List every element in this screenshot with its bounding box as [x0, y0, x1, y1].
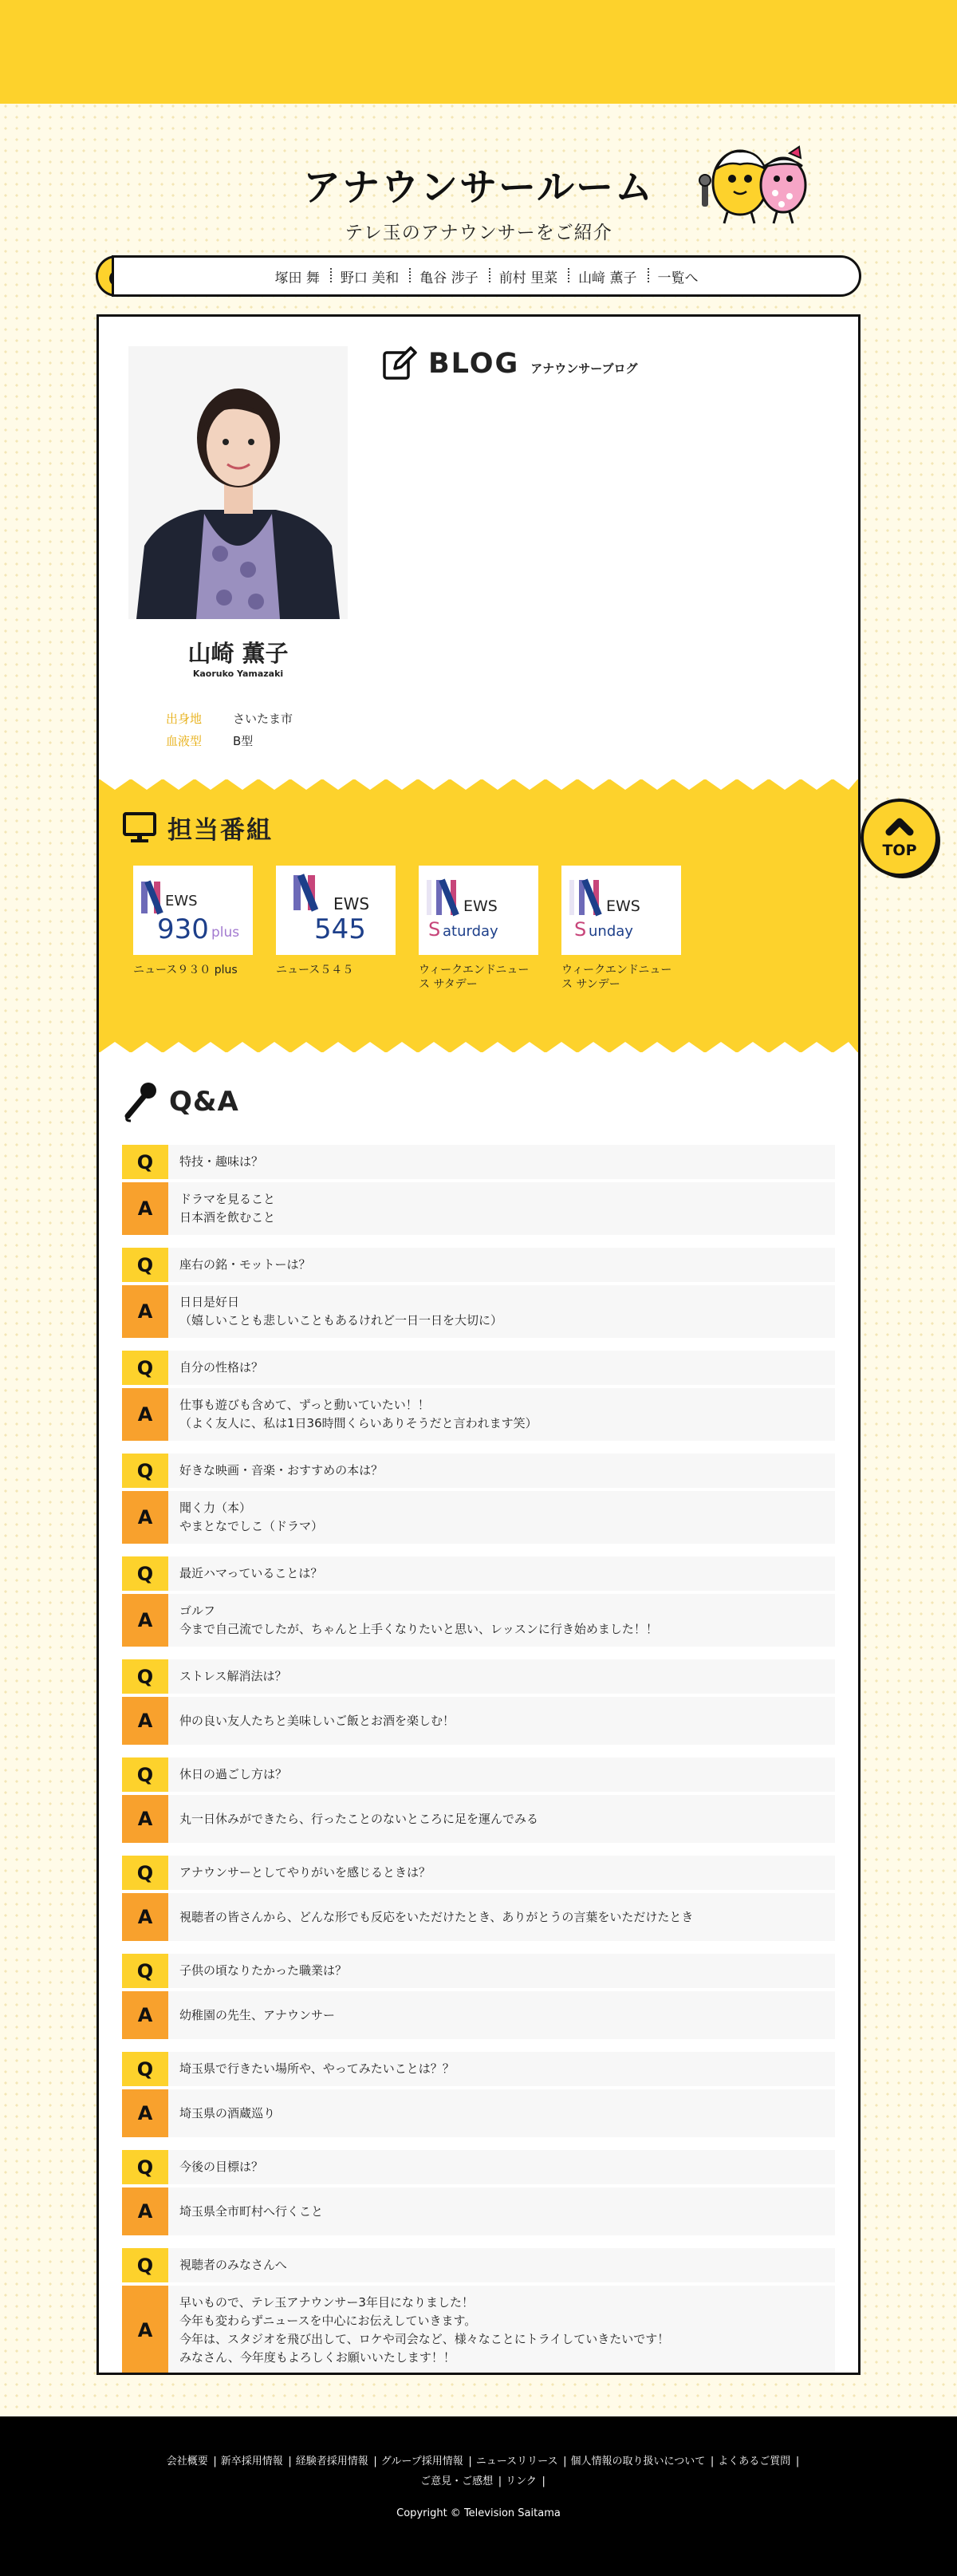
blood-type-row: [166, 730, 293, 752]
question-mark: Q: [122, 1659, 168, 1694]
answer-line: 仲の良い友人たちと美味しいご飯とお酒を楽しむ！: [179, 1713, 455, 1728]
qa-list: [122, 1145, 835, 2375]
blog-subtitle: アナウンサーブログ: [530, 361, 638, 376]
qa-item: [122, 1659, 835, 1745]
logo-initial: S: [428, 918, 441, 941]
answer-row: [122, 1795, 835, 1843]
question-text: 今後の目標は？: [179, 2160, 264, 2174]
answer-row: [122, 2187, 835, 2235]
logo-initial: S: [574, 918, 587, 941]
qa-item: [122, 1351, 835, 1441]
question-row: [122, 1659, 835, 1694]
answer-line: ゴルフ: [179, 1604, 216, 1618]
question-row: [122, 1757, 835, 1792]
qa-section: [99, 1052, 858, 2375]
footer-links: [120, 2452, 837, 2491]
qa-item: [122, 1757, 835, 1843]
footer-link[interactable]: 会社概要 |: [160, 2452, 215, 2471]
question-mark: Q: [122, 1954, 168, 1988]
answer-line: やまとなでしこ（ドラマ）: [179, 1519, 324, 1533]
birthplace-label: 出身地: [166, 712, 203, 726]
answer-text: [168, 1594, 669, 1647]
logo-text: EWS: [606, 897, 640, 915]
logo-day: aturday: [443, 923, 498, 940]
announcer-name: 山崎 薫子: [187, 640, 289, 667]
question-mark: Q: [122, 1145, 168, 1179]
footer-link[interactable]: 個人情報の取り扱いについて |: [564, 2452, 711, 2471]
answer-row: [122, 1697, 835, 1745]
blood-type-label: 血液型: [166, 734, 203, 748]
pencil-edit-icon: [382, 346, 417, 381]
logo-text: EWS: [165, 893, 198, 909]
question-mark: Q: [122, 2248, 168, 2282]
question-row: [122, 2052, 835, 2086]
qa-item: [122, 1145, 835, 1235]
top-label: TOP: [882, 842, 917, 859]
answer-line: 今まで自己流でしたが、ちゃんと上手くなりたいと思い、レッスンに行き始めました！！: [179, 1622, 658, 1636]
question-mark: Q: [122, 1757, 168, 1792]
qa-item: [122, 1856, 835, 1941]
programs-section: [99, 779, 858, 1052]
question-row: [122, 1954, 835, 1988]
zigzag-top: [99, 779, 858, 790]
qa-item: [122, 1954, 835, 2039]
site-footer: [0, 2416, 957, 2576]
answer-line: （嬉しいことも悲しいこともあるけれど一日一日を大切に）: [179, 1313, 503, 1327]
question-row: [122, 1454, 835, 1488]
qa-title: Q&A: [169, 1086, 239, 1118]
nav-item-maemura[interactable]: 前村 里菜: [489, 266, 568, 286]
answer-text: [168, 1900, 704, 1935]
program-item[interactable]: [561, 866, 681, 992]
question-text: 自分の性格は？: [179, 1360, 264, 1375]
question-text: 埼玉県で行きたい場所や、やってみたいことは？？: [179, 2061, 455, 2076]
question-text: アナウンサーとしてやりがいを感じるときは？: [179, 1865, 431, 1880]
question-mark: Q: [122, 1454, 168, 1488]
question-mark: Q: [122, 1856, 168, 1890]
programs-heading: [123, 810, 273, 846]
logo-number: 930: [157, 913, 209, 945]
answer-text: [168, 1998, 346, 2033]
answer-line: （よく友人に、私は1日36時間くらいありそうだと言われます笑）: [179, 1416, 538, 1430]
profile-photo: [128, 346, 348, 619]
program-name: ウィークエンドニュース サンデー: [561, 964, 672, 991]
program-list: [133, 866, 704, 992]
footer-link[interactable]: 新卒採用情報 |: [215, 2452, 289, 2471]
question-row: [122, 1556, 835, 1591]
answer-text: [168, 2286, 680, 2375]
answer-line: 視聴者の皆さんから、どんな形でも反応をいただけたとき、ありがとうの言葉をいただけたとき: [179, 1909, 694, 1924]
program-item[interactable]: [276, 866, 396, 992]
question-text: 座右の銘・モットーは？: [179, 1257, 311, 1272]
qa-item: [122, 1454, 835, 1544]
question-mark: Q: [122, 1556, 168, 1591]
footer-link[interactable]: リンク |: [499, 2471, 543, 2491]
profile-section: [99, 317, 858, 779]
answer-mark: A: [122, 1388, 168, 1441]
back-to-top-button[interactable]: [861, 797, 943, 880]
answer-row: [122, 1991, 835, 2039]
logo-day: unday: [589, 923, 633, 940]
nav-item-noguchi[interactable]: 野口 美和: [330, 266, 409, 286]
footer-link[interactable]: 経験者採用情報 |: [289, 2452, 375, 2471]
birthplace-row: [166, 708, 293, 730]
birthplace-value: さいたま市: [233, 712, 293, 726]
answer-row: [122, 1594, 835, 1647]
question-row: [122, 1856, 835, 1890]
answer-row: [122, 2089, 835, 2137]
answer-text: [168, 1285, 514, 1338]
logo-suffix: plus: [211, 925, 240, 941]
programs-title: 担当番組: [167, 816, 273, 845]
question-text: 特技・趣味は？: [179, 1154, 264, 1169]
blog-heading[interactable]: [382, 346, 637, 381]
program-logo-weekend-saturday: [419, 866, 538, 955]
nav-item-list[interactable]: 一覧へ: [648, 266, 709, 286]
answer-row: [122, 1182, 835, 1235]
answer-text: [168, 1802, 549, 1836]
footer-link[interactable]: ニュースリリース |: [470, 2452, 565, 2471]
zigzag-bottom: [99, 1042, 858, 1053]
program-logo-weekend-sunday: [561, 866, 681, 955]
program-item[interactable]: [133, 866, 253, 992]
footer-link[interactable]: ご意見・ご感想 |: [414, 2471, 499, 2491]
question-text: 好きな映画・音楽・おすすめの本は？: [179, 1463, 384, 1477]
program-logo-news545: [276, 866, 396, 955]
question-text: ストレス解消法は？: [179, 1669, 287, 1683]
profile-card: [96, 314, 861, 2375]
answer-mark: A: [122, 2187, 168, 2235]
program-logo-news930: [133, 866, 253, 955]
microphone-icon: [123, 1081, 158, 1122]
qa-item: [122, 2248, 835, 2375]
answer-line: 早いもので、テレ玉アナウンサー3年目になりました！: [179, 2295, 474, 2310]
answer-text: [168, 1388, 549, 1441]
program-name: ニュース５４５: [276, 964, 354, 976]
qa-item: [122, 2150, 835, 2235]
answer-text: [168, 1182, 286, 1235]
answer-mark: A: [122, 1991, 168, 2039]
answer-mark: A: [122, 1893, 168, 1941]
answer-text: [168, 1704, 466, 1738]
program-name: ウィークエンドニュース サタデー: [419, 964, 530, 991]
answer-mark: A: [122, 2286, 168, 2375]
answer-line: 幼稚園の先生、アナウンサー: [179, 2007, 336, 2022]
top-band: [0, 0, 957, 104]
copyright: Copyright © Television Saitama: [396, 2507, 561, 2519]
answer-row: [122, 1491, 835, 1544]
question-mark: Q: [122, 1351, 168, 1385]
qa-heading: [123, 1081, 835, 1122]
question-text: 視聴者のみなさんへ: [179, 2258, 287, 2272]
answer-line: 丸一日休みができたら、行ったことのないところに足を運んでみる: [179, 1811, 539, 1826]
nav-item-yamazaki[interactable]: 山﨑 薫子: [568, 266, 647, 286]
answer-line: 聞く力（本）: [179, 1501, 252, 1515]
blog-title: BLOG: [428, 348, 520, 380]
footer-link[interactable]: よくあるご質問 |: [711, 2452, 797, 2471]
nav-item-kameya[interactable]: 亀谷 涉子: [409, 266, 488, 286]
page-subtitle: テレ玉のアナウンサーをご紹介: [345, 223, 612, 243]
question-text: 子供の頃なりたかった職業は？: [179, 1963, 348, 1978]
answer-mark: A: [122, 1182, 168, 1235]
question-mark: Q: [122, 2052, 168, 2086]
question-mark: Q: [122, 1248, 168, 1282]
qa-item: [122, 1248, 835, 1338]
program-name: ニュース９３０ plus: [133, 964, 238, 976]
logo-number: 545: [314, 913, 366, 945]
question-mark: Q: [122, 2150, 168, 2184]
answer-line: 日日是好日: [179, 1295, 240, 1309]
nav-bar: [112, 255, 861, 297]
question-row: [122, 1145, 835, 1179]
answer-mark: A: [122, 1491, 168, 1544]
answer-text: [168, 2195, 334, 2229]
monitor-icon: [123, 812, 156, 844]
question-text: 最近ハマっていることは？: [179, 1566, 323, 1580]
answer-row: [122, 1893, 835, 1941]
answer-line: 埼玉県の酒蔵巡り: [179, 2105, 276, 2120]
question-row: [122, 2150, 835, 2184]
answer-line: みなさん、今年度もよろしくお願いいたします！！: [179, 2350, 455, 2365]
logo-text: EWS: [463, 897, 498, 915]
answer-row: [122, 1285, 835, 1338]
site-header: [0, 104, 957, 255]
nav-item-tsukada[interactable]: 塚田 舞: [274, 270, 320, 286]
qa-item: [122, 2052, 835, 2137]
answer-mark: A: [122, 2089, 168, 2137]
answer-row: [122, 1388, 835, 1441]
answer-text: [168, 1491, 334, 1544]
program-item[interactable]: [419, 866, 538, 992]
question-row: [122, 2248, 835, 2282]
answer-line: ドラマを見ること: [179, 1192, 276, 1206]
mascot-illustration: [694, 139, 821, 227]
blood-type-value: B型: [233, 734, 254, 748]
answer-line: 埼玉県全市町村へ行くこと: [179, 2203, 324, 2219]
answer-line: 日本酒を飲むこと: [179, 1210, 276, 1225]
answer-row: [122, 2286, 835, 2375]
answer-line: 仕事も遊びも含めて、ずっと動いていたい！！: [179, 1398, 430, 1412]
question-text: 休日の過ごし方は？: [179, 1767, 288, 1781]
page-title: アナウンサールーム: [302, 166, 655, 210]
answer-mark: A: [122, 1697, 168, 1745]
question-row: [122, 1351, 835, 1385]
answer-line: 今年は、スタジオを飛び出して、ロケや司会など、様々なことにトライしていきたいです！: [179, 2332, 670, 2346]
qa-item: [122, 1556, 835, 1647]
answer-text: [168, 2097, 286, 2131]
question-row: [122, 1248, 835, 1282]
answer-mark: A: [122, 1285, 168, 1338]
logo-text: EWS: [333, 894, 370, 913]
announcer-nav: [96, 255, 861, 297]
answer-line: 今年も変わらずニュースを中心にお伝えしていきます。: [179, 2314, 477, 2328]
footer-link[interactable]: グループ採用情報 |: [375, 2452, 470, 2471]
answer-mark: A: [122, 1795, 168, 1843]
answer-mark: A: [122, 1594, 168, 1647]
announcer-name-en: Kaoruko Yamazaki: [192, 669, 284, 679]
profile-info: [166, 708, 293, 752]
